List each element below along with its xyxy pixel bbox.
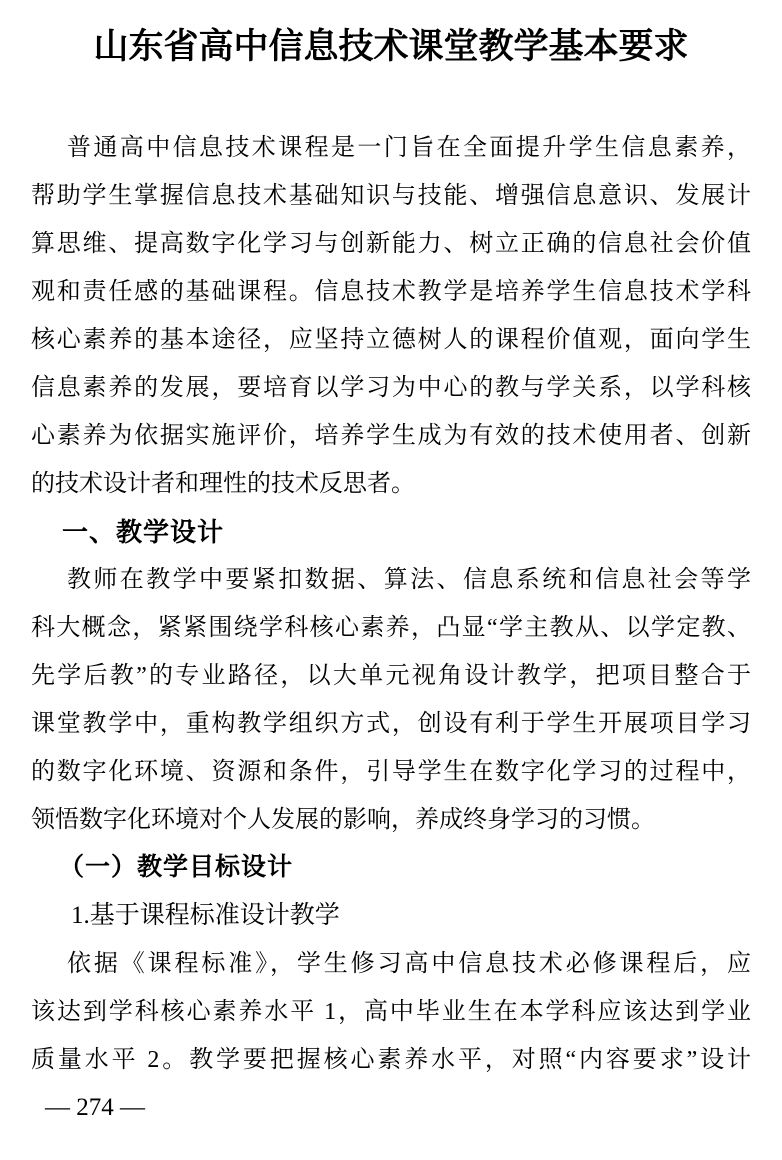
text-line: 依据《课程标准》，学生修习高中信息技术必修课程后，应 xyxy=(67,951,751,977)
text-line: 教师在教学中要紧扣数据、算法、信息系统和信息社会等学 xyxy=(67,567,751,593)
numbered-item-heading: 1.基于课程标准设计教学 xyxy=(71,902,340,929)
text-line: 核心素养的基本途径，应坚持立德树人的课程价值观，面向学生 xyxy=(31,327,751,353)
document-body xyxy=(31,124,751,1084)
text-line: 观和责任感的基础课程。信息技术教学是培养学生信息技术学科 xyxy=(31,279,751,305)
page-title: 山东省高中信息技术课堂教学基本要求 xyxy=(93,27,689,66)
text-line: 算思维、提高数字化学习与创新能力、树立正确的信息社会价值 xyxy=(31,231,751,257)
text-line: 信息素养的发展，要培育以学习为中心的教与学关系，以学科核 xyxy=(31,375,751,401)
subsection-heading-teaching-goal-design: （一）教学目标设计 xyxy=(59,854,294,881)
page-number: — 274 — xyxy=(45,1094,145,1121)
text-line: 的数字化环境、资源和条件，引导学生在数字化学习的过程中， xyxy=(31,759,751,785)
text-line: 帮助学生掌握信息技术基础知识与技能、增强信息意识、发展计 xyxy=(31,183,751,209)
text-line: 质量水平 2。教学要把握核心素养水平，对照“内容要求”设计 xyxy=(31,1047,751,1073)
text-line: 心素养为依据实施评价，培养学生成为有效的技术使用者、创新 xyxy=(31,423,751,449)
text-line: 领悟数字化环境对个人发展的影响，养成终身学习的习惯。 xyxy=(31,807,655,833)
text-line: 科大概念，紧紧围绕学科核心素养，凸显“学主教从、以学定教、 xyxy=(31,615,751,641)
text-line: 课堂教学中，重构教学组织方式，创设有利于学生开展项目学习 xyxy=(31,711,751,737)
text-line: 的技术设计者和理性的技术反思者。 xyxy=(31,471,415,497)
text-line: 先学后教”的专业路径，以大单元视角设计教学，把项目整合于 xyxy=(31,663,751,689)
section-heading-teaching-design: 一、教学设计 xyxy=(62,517,225,547)
text-line: 该达到学科核心素养水平 1，高中毕业生在本学科应该达到学业 xyxy=(31,999,751,1025)
text-line: 普通高中信息技术课程是一门旨在全面提升学生信息素养， xyxy=(67,135,751,161)
